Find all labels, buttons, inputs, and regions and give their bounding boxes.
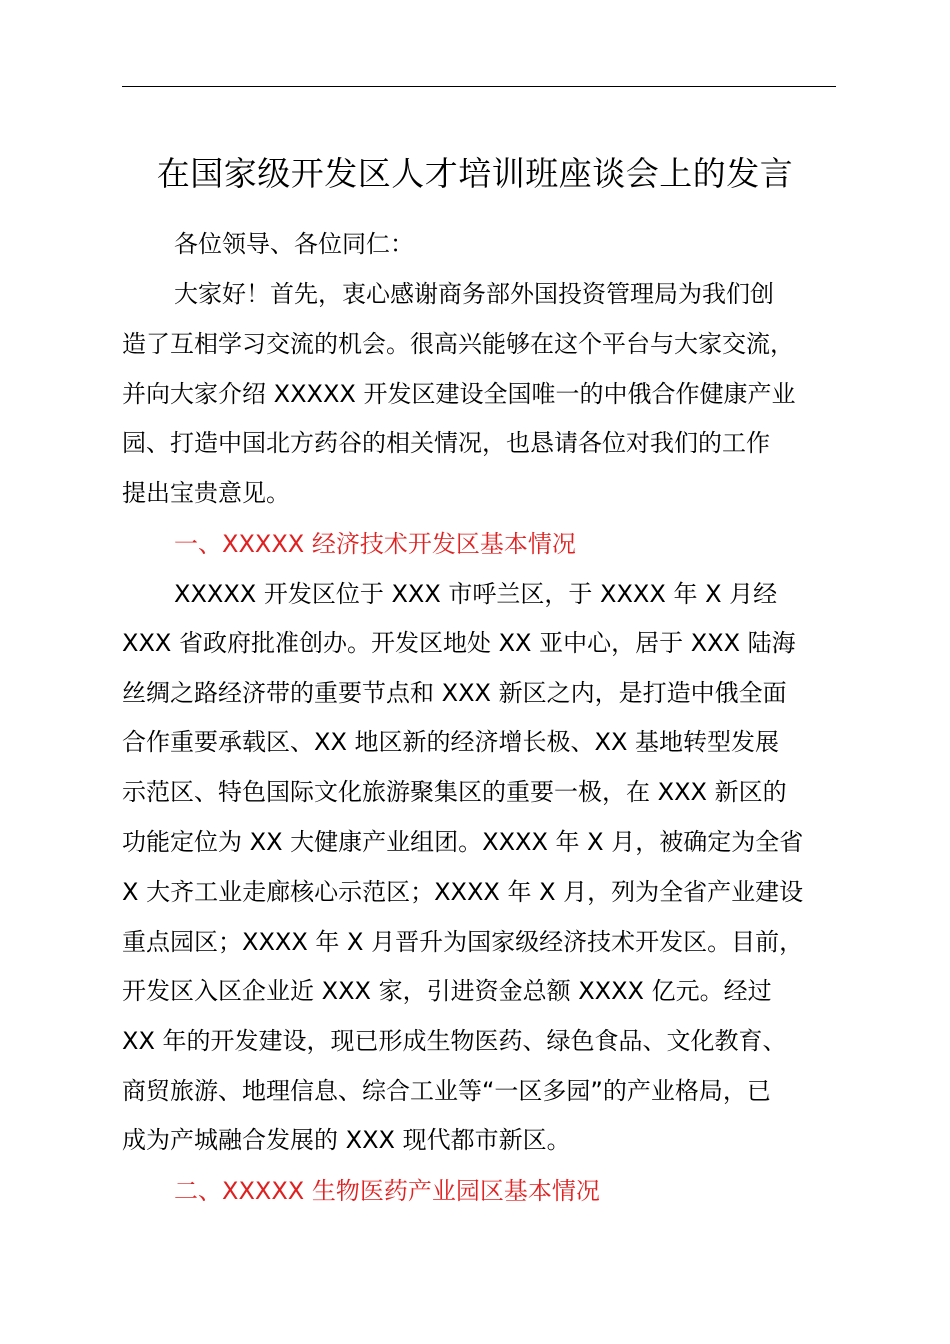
section-heading-1: 一、XXXXX 经济技术开发区基本情况 [174,530,576,558]
paragraph-line: 大家好！首先，衷心感谢商务部外国投资管理局为我们创 [174,280,774,308]
paragraph-line: 合作重要承载区、XX 地区新的经济增长极、XX 基地转型发展 [122,728,780,756]
document-title: 在国家级开发区人才培训班座谈会上的发言 [156,154,794,193]
paragraph-line: 丝绸之路经济带的重要节点和 XXX 新区之内，是打造中俄全面 [122,679,787,707]
section-heading-2: 二、XXXXX 生物医药产业园区基本情况 [174,1177,600,1205]
paragraph-line: 功能定位为 XX 大健康产业组团。XXXX 年 X 月，被确定为全省 [122,828,804,856]
paragraph-line: 造了互相学习交流的机会。很高兴能够在这个平台与大家交流， [122,330,794,358]
paragraph-line: 提出宝贵意见。 [122,479,290,507]
paragraph-line: XXXXX 开发区位于 XXX 市呼兰区，于 XXXX 年 X 月经 [174,580,778,608]
paragraph-line: X 大齐工业走廊核心示范区；XXXX 年 X 月，列为全省产业建设 [122,878,804,906]
paragraph-line: 商贸旅游、地理信息、综合工业等“一区多园”的产业格局，已 [122,1077,771,1105]
paragraph-line: 园、打造中国北方药谷的相关情况，也恳请各位对我们的工作 [122,429,770,457]
paragraph-line: XXX 省政府批准创办。开发区地处 XX 亚中心，居于 XXX 陆海 [122,629,796,657]
header-rule [122,86,836,87]
paragraph-line: 重点园区；XXXX 年 X 月晋升为国家级经济技术开发区。目前， [122,928,804,956]
paragraph-line: 开发区入区企业近 XXX 家，引进资金总额 XXXX 亿元。经过 [122,977,772,1005]
paragraph-line: 示范区、特色国际文化旅游聚集区的重要一极，在 XXX 新区的 [122,778,787,806]
paragraph-line: 成为产城融合发展的 XXX 现代都市新区。 [122,1126,571,1154]
paragraph-line: 并向大家介绍 XXXXX 开发区建设全国唯一的中俄合作健康产业 [122,380,796,408]
paragraph-line: XX 年的开发建设，现已形成生物医药、绿色食品、文化教育、 [122,1027,787,1055]
greeting: 各位领导、各位同仁： [174,230,414,258]
